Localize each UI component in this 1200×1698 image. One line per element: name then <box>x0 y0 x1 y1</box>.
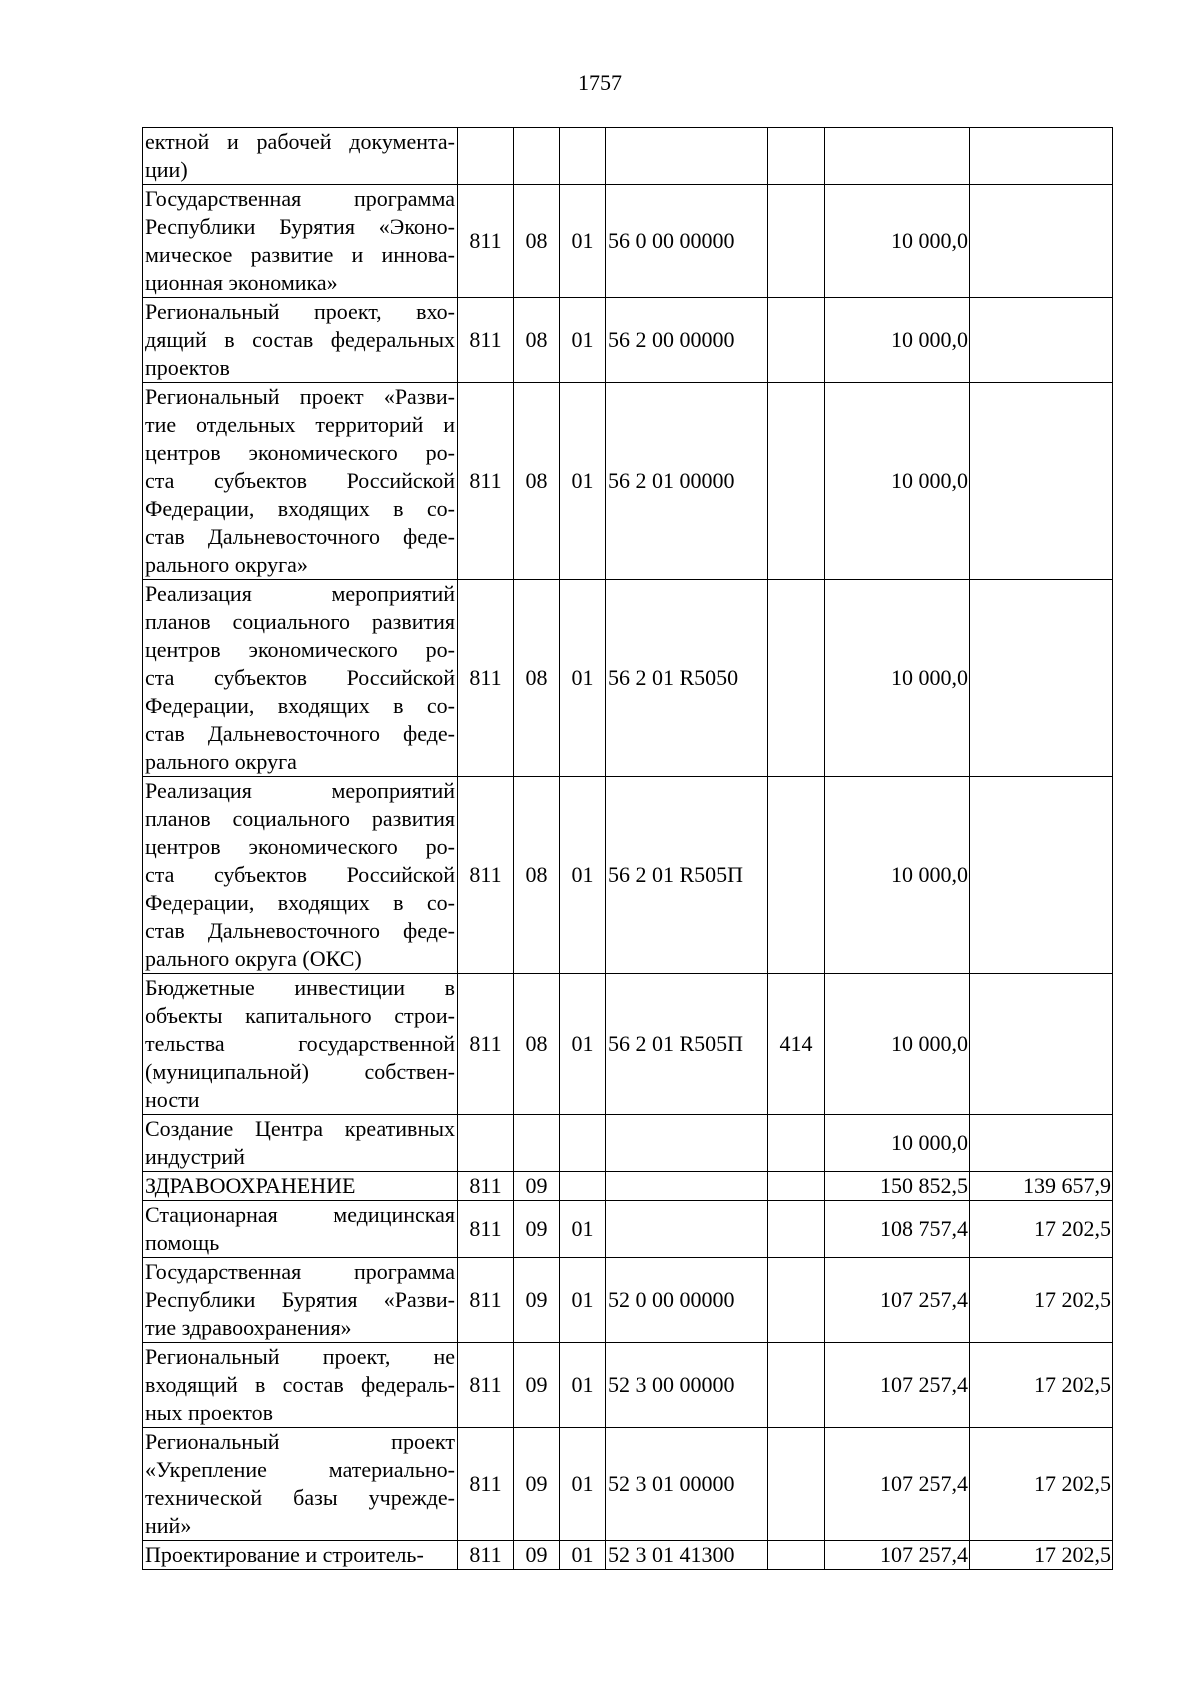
item-name-line: ции) <box>145 157 188 182</box>
admin-code-cell: 811 <box>458 1172 514 1201</box>
table-row <box>143 1172 1113 1201</box>
subsection-code-cell: 01 <box>560 1541 606 1570</box>
item-name-line: Государственная программа <box>145 1259 455 1284</box>
subsection-code-cell <box>560 1172 606 1201</box>
amount-1-cell <box>825 128 970 185</box>
amount-2-cell <box>970 383 1113 580</box>
item-name-line: ектной и рабочей документа- <box>145 129 455 154</box>
target-article-cell: 52 3 00 00000 <box>606 1343 768 1428</box>
item-name-line: ЗДРАВООХРАНЕНИЕ <box>145 1173 356 1198</box>
admin-code-cell <box>458 128 514 185</box>
item-name-line: Реализация мероприятий <box>145 778 455 803</box>
section-code-cell: 08 <box>514 185 560 298</box>
amount-2-cell <box>970 185 1113 298</box>
amount-1-cell: 10 000,0 <box>825 777 970 974</box>
amount-2-cell: 139 657,9 <box>970 1172 1113 1201</box>
table-row <box>143 777 1113 974</box>
section-code-cell: 09 <box>514 1428 560 1541</box>
item-name-line: мическое развитие и иннова- <box>145 242 455 267</box>
item-name-line: став Дальневосточного феде- <box>145 918 455 943</box>
item-name-line: Региональный проект <box>145 1429 455 1454</box>
section-code-cell <box>514 1115 560 1172</box>
subsection-code-cell: 01 <box>560 383 606 580</box>
section-code-cell: 09 <box>514 1541 560 1570</box>
item-name-cell <box>143 1172 458 1201</box>
subsection-code-cell: 01 <box>560 1258 606 1343</box>
item-name-cell <box>143 1343 458 1428</box>
item-name-line: тельства государственной <box>145 1031 455 1056</box>
item-name-line: Региональный проект, не <box>145 1344 455 1369</box>
item-name-line: центров экономического ро- <box>145 637 455 662</box>
item-name-line: «Укрепление материально- <box>145 1457 455 1482</box>
expense-type-cell <box>768 1343 825 1428</box>
target-article-cell: 52 0 00 00000 <box>606 1258 768 1343</box>
item-name-line: ционная экономика» <box>145 270 338 295</box>
table-row <box>143 1201 1113 1258</box>
item-name-cell <box>143 1201 458 1258</box>
target-article-cell <box>606 1172 768 1201</box>
amount-1-cell: 108 757,4 <box>825 1201 970 1258</box>
amount-1-cell: 150 852,5 <box>825 1172 970 1201</box>
section-code-cell: 08 <box>514 777 560 974</box>
item-name-line: тие здравоохранения» <box>145 1315 352 1340</box>
section-code-cell: 08 <box>514 580 560 777</box>
subsection-code-cell: 01 <box>560 1201 606 1258</box>
amount-1-cell: 107 257,4 <box>825 1428 970 1541</box>
item-name-line: входящий в состав федераль- <box>145 1372 455 1397</box>
expense-type-cell <box>768 1115 825 1172</box>
amount-2-cell <box>970 580 1113 777</box>
target-article-cell <box>606 1115 768 1172</box>
section-code-cell: 09 <box>514 1343 560 1428</box>
amount-2-cell: 17 202,5 <box>970 1258 1113 1343</box>
amount-2-cell: 17 202,5 <box>970 1541 1113 1570</box>
subsection-code-cell: 01 <box>560 777 606 974</box>
section-code-cell: 09 <box>514 1172 560 1201</box>
expense-type-cell <box>768 185 825 298</box>
table-row <box>143 1428 1113 1541</box>
target-article-cell: 56 2 01 R5050 <box>606 580 768 777</box>
amount-2-cell: 17 202,5 <box>970 1343 1113 1428</box>
subsection-code-cell <box>560 128 606 185</box>
item-name-line: рального округа» <box>145 552 308 577</box>
item-name-line: технической базы учрежде- <box>145 1485 455 1510</box>
amount-2-cell: 17 202,5 <box>970 1428 1113 1541</box>
item-name-line: ста субъектов Российской <box>145 862 455 887</box>
item-name-cell <box>143 974 458 1115</box>
item-name-cell <box>143 580 458 777</box>
item-name-cell <box>143 185 458 298</box>
target-article-cell: 52 3 01 00000 <box>606 1428 768 1541</box>
item-name-line: став Дальневосточного феде- <box>145 524 455 549</box>
amount-1-cell: 10 000,0 <box>825 298 970 383</box>
table-row <box>143 1115 1113 1172</box>
expense-type-cell: 414 <box>768 974 825 1115</box>
table-row <box>143 1258 1113 1343</box>
section-code-cell: 08 <box>514 298 560 383</box>
target-article-cell: 56 2 01 R505П <box>606 777 768 974</box>
admin-code-cell: 811 <box>458 580 514 777</box>
item-name-line: Республики Бурятия «Разви- <box>145 1287 455 1312</box>
item-name-line: планов социального развития <box>145 609 455 634</box>
expense-type-cell <box>768 1541 825 1570</box>
item-name-line: Федерации, входящих в со- <box>145 890 455 915</box>
item-name-line: Федерации, входящих в со- <box>145 693 455 718</box>
target-article-cell: 56 2 00 00000 <box>606 298 768 383</box>
admin-code-cell: 811 <box>458 1343 514 1428</box>
item-name-line: планов социального развития <box>145 806 455 831</box>
expense-type-cell <box>768 580 825 777</box>
admin-code-cell: 811 <box>458 185 514 298</box>
expense-type-cell <box>768 1258 825 1343</box>
target-article-cell <box>606 1201 768 1258</box>
table-row <box>143 580 1113 777</box>
admin-code-cell: 811 <box>458 1258 514 1343</box>
item-name-cell <box>143 1428 458 1541</box>
item-name-line: Региональный проект, вхо- <box>145 299 455 324</box>
amount-2-cell <box>970 777 1113 974</box>
item-name-line: центров экономического ро- <box>145 834 455 859</box>
item-name-line: ста субъектов Российской <box>145 468 455 493</box>
table-row <box>143 1541 1113 1570</box>
amount-1-cell: 10 000,0 <box>825 580 970 777</box>
table-body <box>143 128 1113 1570</box>
item-name-line: индустрий <box>145 1144 245 1169</box>
item-name-line: ных проектов <box>145 1400 273 1425</box>
item-name-line: Региональный проект «Разви- <box>145 384 455 409</box>
expense-type-cell <box>768 383 825 580</box>
section-code-cell: 09 <box>514 1258 560 1343</box>
amount-1-cell: 10 000,0 <box>825 383 970 580</box>
section-code-cell <box>514 128 560 185</box>
subsection-code-cell <box>560 1115 606 1172</box>
admin-code-cell: 811 <box>458 777 514 974</box>
item-name-line: проектов <box>145 355 230 380</box>
amount-2-cell: 17 202,5 <box>970 1201 1113 1258</box>
target-article-cell: 56 2 01 R505П <box>606 974 768 1115</box>
item-name-line: ний» <box>145 1513 192 1538</box>
section-code-cell: 09 <box>514 1201 560 1258</box>
target-article-cell: 56 2 01 00000 <box>606 383 768 580</box>
item-name-cell <box>143 1258 458 1343</box>
item-name-line: помощь <box>145 1230 220 1255</box>
item-name-cell <box>143 1115 458 1172</box>
admin-code-cell: 811 <box>458 1541 514 1570</box>
item-name-line: Федерации, входящих в со- <box>145 496 455 521</box>
amount-2-cell <box>970 974 1113 1115</box>
item-name-line: Стационарная медицинская <box>145 1202 455 1227</box>
item-name-line: (муниципальной) собствен- <box>145 1059 455 1084</box>
subsection-code-cell: 01 <box>560 974 606 1115</box>
item-name-line: центров экономического ро- <box>145 440 455 465</box>
page-number: 1757 <box>578 70 622 95</box>
expense-type-cell <box>768 1172 825 1201</box>
table-row <box>143 383 1113 580</box>
item-name-cell <box>143 383 458 580</box>
item-name-cell <box>143 128 458 185</box>
admin-code-cell <box>458 1115 514 1172</box>
subsection-code-cell: 01 <box>560 185 606 298</box>
subsection-code-cell: 01 <box>560 580 606 777</box>
admin-code-cell: 811 <box>458 298 514 383</box>
item-name-cell <box>143 777 458 974</box>
amount-1-cell: 107 257,4 <box>825 1541 970 1570</box>
admin-code-cell: 811 <box>458 974 514 1115</box>
item-name-line: Создание Центра креативных <box>145 1116 455 1141</box>
item-name-line: рального округа (ОКС) <box>145 946 362 971</box>
section-code-cell: 08 <box>514 383 560 580</box>
target-article-cell: 56 0 00 00000 <box>606 185 768 298</box>
target-article-cell: 52 3 01 41300 <box>606 1541 768 1570</box>
item-name-cell <box>143 1541 458 1570</box>
admin-code-cell: 811 <box>458 1428 514 1541</box>
expense-type-cell <box>768 298 825 383</box>
item-name-cell <box>143 298 458 383</box>
item-name-line: дящий в состав федеральных <box>145 327 455 352</box>
target-article-cell <box>606 128 768 185</box>
item-name-line: Бюджетные инвестиции в <box>145 975 455 1000</box>
section-code-cell: 08 <box>514 974 560 1115</box>
item-name-line: Республики Бурятия «Эконо- <box>145 214 455 239</box>
item-name-line: тие отдельных территорий и <box>145 412 455 437</box>
item-name-line: ста субъектов Российской <box>145 665 455 690</box>
amount-1-cell: 10 000,0 <box>825 974 970 1115</box>
admin-code-cell: 811 <box>458 1201 514 1258</box>
table-row <box>143 974 1113 1115</box>
item-name-line: ности <box>145 1087 200 1112</box>
item-name-line: рального округа <box>145 749 297 774</box>
item-name-line: объекты капитального строи- <box>145 1003 455 1028</box>
item-name-line: Проектирование и строитель- <box>145 1542 424 1567</box>
amount-2-cell <box>970 298 1113 383</box>
budget-table <box>142 127 1113 1570</box>
amount-1-cell: 10 000,0 <box>825 1115 970 1172</box>
subsection-code-cell: 01 <box>560 298 606 383</box>
subsection-code-cell: 01 <box>560 1428 606 1541</box>
item-name-line: став Дальневосточного феде- <box>145 721 455 746</box>
table-row <box>143 185 1113 298</box>
table-row <box>143 298 1113 383</box>
amount-2-cell <box>970 1115 1113 1172</box>
expense-type-cell <box>768 777 825 974</box>
admin-code-cell: 811 <box>458 383 514 580</box>
amount-1-cell: 107 257,4 <box>825 1258 970 1343</box>
amount-1-cell: 10 000,0 <box>825 185 970 298</box>
expense-type-cell <box>768 1201 825 1258</box>
amount-2-cell <box>970 128 1113 185</box>
table-row <box>143 1343 1113 1428</box>
amount-1-cell: 107 257,4 <box>825 1343 970 1428</box>
expense-type-cell <box>768 1428 825 1541</box>
item-name-line: Реализация мероприятий <box>145 581 455 606</box>
item-name-line: Государственная программа <box>145 186 455 211</box>
expense-type-cell <box>768 128 825 185</box>
table-row <box>143 128 1113 185</box>
subsection-code-cell: 01 <box>560 1343 606 1428</box>
